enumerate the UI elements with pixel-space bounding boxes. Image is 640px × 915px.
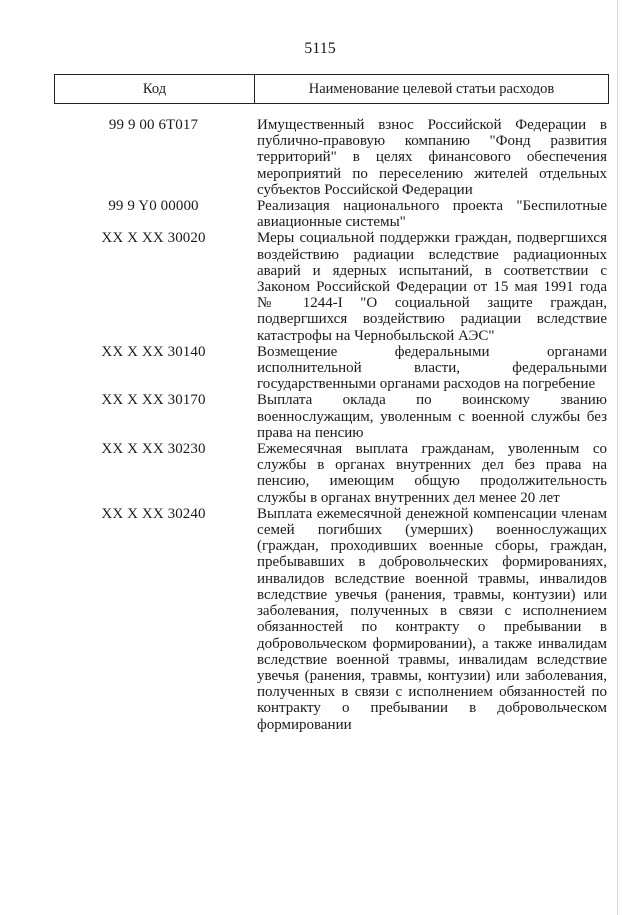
row-name: Имущественный взнос Российской Федерации в публично-правовую компанию "Фонд развития территорий" в целях финансового обеспечения мероприятий по переселению жителей отдельных субъектов Российской Федерации [257, 117, 607, 198]
header-code: Код [55, 75, 255, 103]
table-row [54, 117, 609, 198]
row-code: ХХ Х ХХ 30230 [101, 441, 206, 458]
scan-edge-line [617, 0, 618, 915]
row-name: Возмещение федеральными органами исполнительной власти, федеральными государственными органами расходов на погребение [257, 343, 607, 393]
table-row [54, 441, 609, 506]
page-number: 5115 [304, 40, 336, 57]
row-code: ХХ Х ХХ 30020 [101, 230, 206, 247]
row-code: 99 9 00 6Т017 [108, 117, 199, 133]
row-code: ХХ Х ХХ 30170 [101, 392, 206, 409]
table-header [54, 74, 609, 104]
table-body [54, 117, 609, 733]
row-code: 99 9 Y0 00000 [108, 198, 199, 215]
header-name: Наименование целевой статьи расходов [308, 80, 555, 97]
row-name: Выплата ежемесячной денежной компенсации членам семей погибших (умерших) военнослужащих (граждан, проходивших военные сборы, граждан, пребывавших в добровольческих формированиях, инвалидов вследствие военной травмы, инвалидов вследствие увечья (ранения, травмы, контузии) или заболевания, полученных в связи с исполнением обязанностей по контракту о пребывании в добровольческом формировании), а также инвалидам вследствие военной травмы, инвалидам вследствие увечья (ранения, травмы, контузии) или заболевания, полученных в связи с исполнением обязанностей по контракту о пребывании в добровольческом формировании [257, 505, 607, 733]
row-code: ХХ Х ХХ 30140 [101, 343, 206, 360]
table-row [54, 344, 609, 393]
table-row [54, 198, 609, 230]
row-name: Выплата оклада по воинскому званию военнослужащим, уволенным с военной службы без права на пенсию [257, 392, 607, 441]
row-code: ХХ Х ХХ 30240 [101, 505, 206, 522]
table-row [54, 230, 609, 343]
table-row [54, 392, 609, 441]
row-name: Меры социальной поддержки граждан, подвергшихся воздействию радиации вследствие радиационных аварий и ядерных испытаний, в соответствии с Законом Российской Федерации от 15 мая 1991 года № 1244-I "О социальной защите граждан, подвергшихся воздействию радиации вследствие катастрофы на Чернобыльской АЭС" [257, 230, 607, 344]
table-row [54, 506, 609, 733]
row-name: Ежемесячная выплата гражданам, уволенным со службы в органах внутренних дел без права на пенсию, имеющим общую продолжительность службы в органах внутренних дел менее 20 лет [257, 441, 607, 506]
row-name: Реализация национального проекта "Беспилотные авиационные системы" [257, 198, 607, 231]
